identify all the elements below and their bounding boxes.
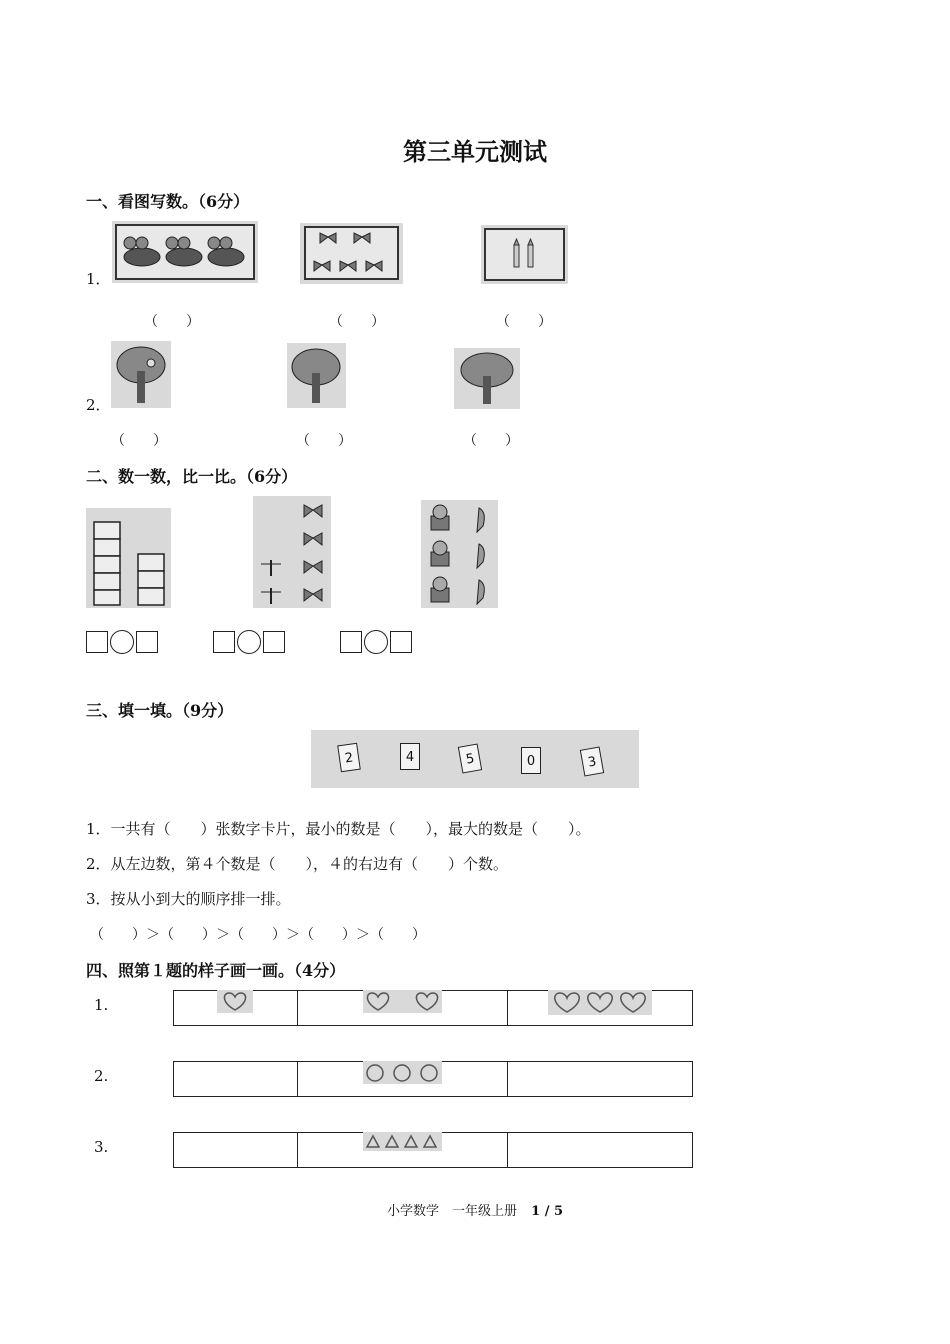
- order-answer-line[interactable]: （ ）＞（ ）＞（ ）＞（ ）＞（ ）: [90, 927, 426, 943]
- pencils-picture: [481, 225, 568, 284]
- number-card: 4: [400, 743, 420, 770]
- three-hearts-picture: [548, 990, 652, 1015]
- answer-paren[interactable]: （ ）: [296, 433, 352, 449]
- cubes-picture: [86, 508, 171, 608]
- answer-box[interactable]: [263, 631, 285, 653]
- s1-row1-number: 1．: [86, 270, 111, 288]
- number-cards-picture: [311, 730, 639, 788]
- compare-group: [86, 630, 158, 654]
- draw-cell[interactable]: [174, 1062, 298, 1097]
- answer-circle[interactable]: [110, 630, 134, 654]
- draw-row-number: 2.: [94, 1067, 109, 1085]
- number-card: 5: [458, 743, 482, 773]
- page-title: 第三单元测试: [403, 137, 547, 166]
- answer-box[interactable]: [86, 631, 108, 653]
- draw-row-number: 1.: [94, 996, 109, 1014]
- butterflies-picture: [300, 223, 403, 284]
- compare-group: [213, 630, 285, 654]
- number-card: 3: [580, 746, 604, 776]
- s1-row2-number: 2．: [86, 396, 111, 414]
- answer-paren[interactable]: （ ）: [463, 433, 519, 449]
- page-footer: [0, 1200, 950, 1219]
- section4-heading: 四、照第１题的样子画一画。（4分）: [86, 961, 346, 980]
- section3-heading: 三、填一填。（9分）: [86, 701, 234, 720]
- draw-row-number: 3.: [94, 1138, 109, 1156]
- answer-paren[interactable]: （ ）: [329, 314, 385, 330]
- butterflies-dragonflies-picture: [253, 496, 331, 608]
- compare-group: [340, 630, 412, 654]
- mice-picture: [112, 221, 258, 283]
- page-number: 1 / 5: [531, 1204, 564, 1219]
- tree-picture: [454, 348, 520, 409]
- draw-cell[interactable]: [174, 1133, 298, 1168]
- three-circles-picture: [363, 1061, 442, 1084]
- question-3-3: 3．按从小到大的顺序排一排。: [86, 890, 291, 908]
- footer-text: 小学数学 一年级上册: [386, 1204, 517, 1219]
- draw-cell[interactable]: [507, 1062, 692, 1097]
- one-heart-picture: [217, 990, 253, 1013]
- flowerpots-icecreams-picture: [421, 500, 498, 608]
- answer-box[interactable]: [213, 631, 235, 653]
- answer-circle[interactable]: [237, 630, 261, 654]
- answer-paren[interactable]: （ ）: [111, 433, 167, 449]
- number-card: 2: [337, 743, 361, 773]
- answer-box[interactable]: [136, 631, 158, 653]
- answer-box[interactable]: [390, 631, 412, 653]
- section1-heading: 一、看图写数。（6分）: [86, 192, 250, 211]
- number-card: 0: [521, 747, 541, 774]
- tree-picture: [111, 341, 171, 408]
- answer-circle[interactable]: [364, 630, 388, 654]
- answer-paren[interactable]: （ ）: [496, 314, 552, 330]
- two-hearts-picture: [363, 990, 442, 1013]
- question-3-2: 2．从左边数，第４个数是（ ），４的右边有（ ）个数。: [86, 855, 509, 873]
- section2-heading: 二、数一数，比一比。（6分）: [86, 467, 298, 486]
- question-3-1: 1．一共有（ ）张数字卡片，最小的数是（ ），最大的数是（ ）。: [86, 820, 591, 838]
- answer-paren[interactable]: （ ）: [144, 314, 200, 330]
- four-triangles-picture: [363, 1132, 442, 1151]
- draw-cell[interactable]: [507, 1133, 692, 1168]
- tree-picture: [287, 343, 346, 408]
- answer-box[interactable]: [340, 631, 362, 653]
